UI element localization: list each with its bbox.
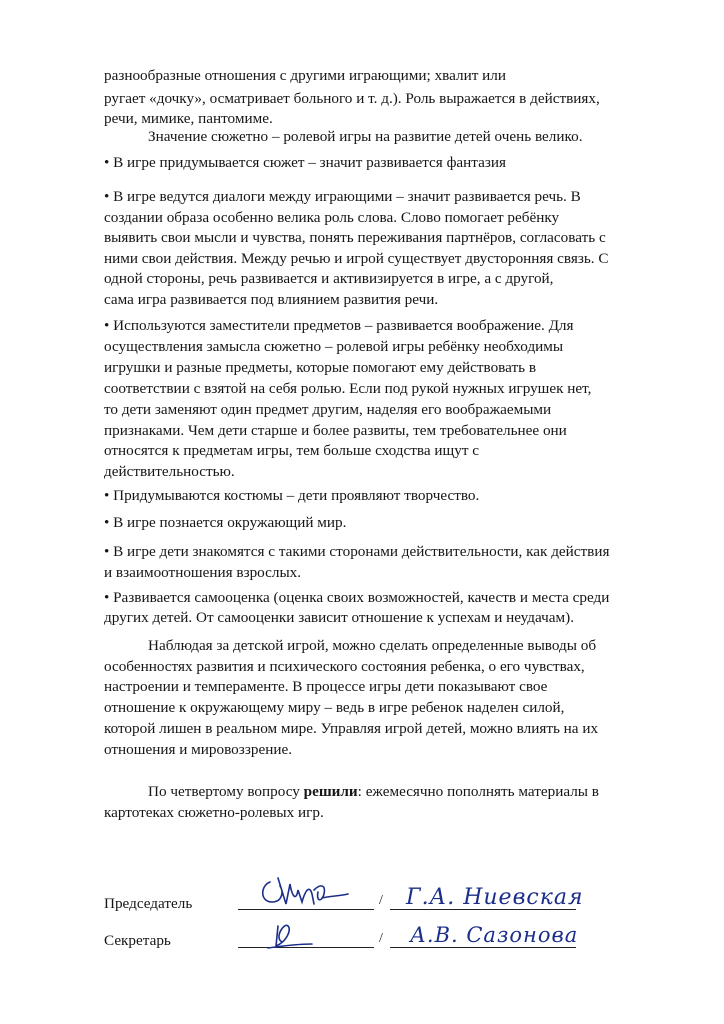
bullet-plot: • В игре придумывается сюжет – значит развивается фантазия <box>104 154 506 171</box>
secretary-name-handwritten: А.В. Сазонова <box>410 923 579 947</box>
text-line: речи, мимике, пантомиме. <box>104 110 273 127</box>
secretary-separator: / <box>379 931 383 946</box>
text-line: разнообразные отношения с другими играющими; хвалит или <box>104 67 506 84</box>
text-line: настроении и темпераменте. В процессе игры дети показывают свое <box>104 678 548 695</box>
text-line: выявить свои мысли и чувства, понять переживания партнёров, согласовать с <box>104 229 606 246</box>
text-line: игрушки и разные предметы, которые помогают ему действовать в <box>104 359 537 376</box>
decision-keyword: решили <box>303 783 358 800</box>
chair-label: Председатель <box>104 895 193 912</box>
chair-signature <box>256 872 356 912</box>
text-line: признаками. Чем дети старше и более развиты, тем требовательнее они <box>104 422 567 439</box>
secretary-label: Секретарь <box>104 932 171 949</box>
text-line: соответствии с взятой на себя ролью. Если под рукой нужных игрушек нет, <box>104 380 592 397</box>
text-line: то дети заменяют один предмет другим, наделяя его воображаемыми <box>104 401 552 418</box>
text-line: • В игре ведутся диалоги между играющими – значит развивается речь. В <box>104 188 581 205</box>
text-line: отношение к окружающему миру – ведь в игре ребенок наделен силой, <box>104 699 565 716</box>
text-line: одной стороны, речь развивается и активизируется в игре, а с другой, <box>104 270 554 287</box>
text-line: Наблюдая за детской игрой, можно сделать определенные выводы об <box>148 637 597 654</box>
text-line: • Развивается самооценка (оценка своих возможностей, качеств и места среди <box>104 589 610 606</box>
text-line: и взаимоотношения взрослых. <box>104 564 302 581</box>
chair-separator: / <box>379 893 383 908</box>
text-line: других детей. От самооценки зависит отношение к успехам и неудачам). <box>104 609 574 626</box>
bullet-world: • В игре познается окружающий мир. <box>104 514 347 531</box>
text-line: относятся к предметам игры, тем больше сходства ищут с <box>104 442 479 459</box>
text-line: создании образа особенно велика роль слова. Слово помогает ребёнку <box>104 209 560 226</box>
text-line: ними свои действия. Между речью и игрой существует двусторонняя связь. С <box>104 250 609 267</box>
decision-prefix: По четвертому вопросу <box>148 783 304 800</box>
text-line: отношения и мировоззрение. <box>104 741 293 758</box>
decision-suffix: : ежемесячно пополнять материалы в <box>357 783 599 800</box>
decision-line <box>148 782 599 802</box>
text-line: сама игра развивается под влиянием развития речи. <box>104 291 439 308</box>
text-line: особенностях развития и психического состояния ребенка, о его чувствах, <box>104 658 585 675</box>
decision-line-2: картотеках сюжетно-ролевых игр. <box>104 804 324 821</box>
text-line: • Используются заместители предметов – развивается воображение. Для <box>104 317 574 334</box>
text-line: действительностью. <box>104 463 235 480</box>
text-line: ругает «дочку», осматривает больного и т. д.). Роль выражается в действиях, <box>104 90 600 107</box>
chair-name-handwritten: Г.А. Ниевская <box>406 885 584 910</box>
text-line: осуществления замысла сюжетно – ролевой игры ребёнку необходимы <box>104 338 564 355</box>
secretary-signature <box>262 920 332 954</box>
secretary-name-line <box>390 947 576 948</box>
text-line: • В игре дети знакомятся с такими сторонами действительности, как действия <box>104 543 610 560</box>
text-line: которой лишен в реальном мире. Управляя игрой детей, можно влиять на их <box>104 720 599 737</box>
bullet-costumes: • Придумываются костюмы – дети проявляют творчество. <box>104 487 480 504</box>
intro-paragraph: Значение сюжетно – ролевой игры на развитие детей очень велико. <box>148 128 583 145</box>
